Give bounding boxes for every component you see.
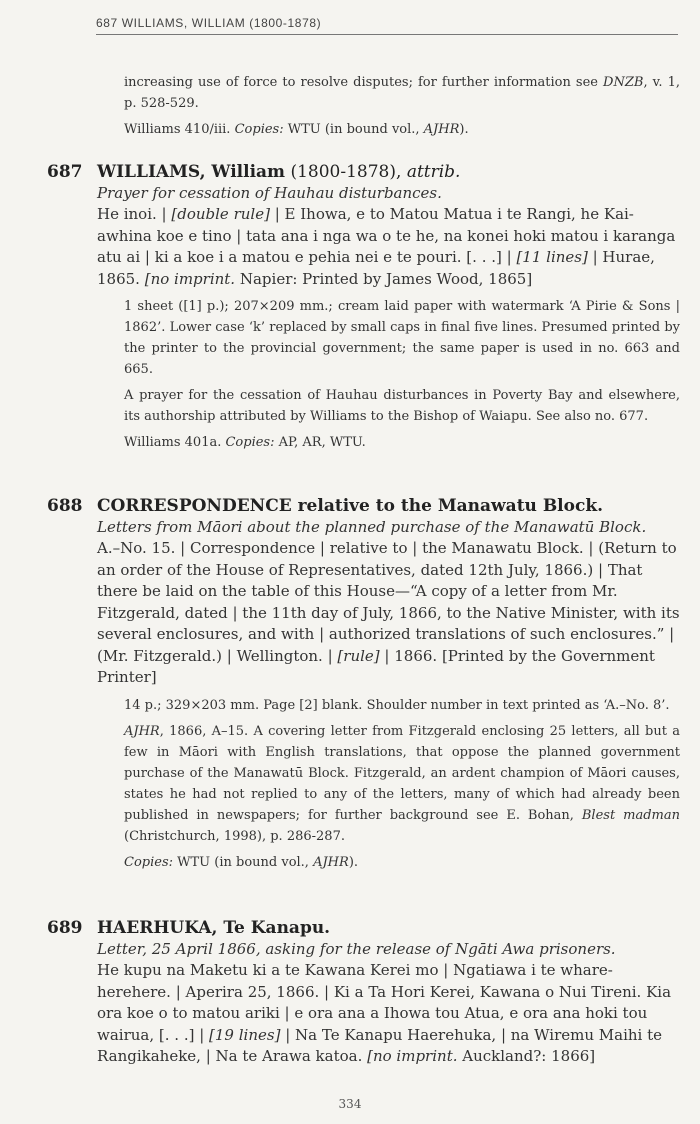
- entry-subtitle: Letter, 25 April 1866, asking for the release of Ngāti Awa prisoners.: [97, 940, 616, 958]
- entry-subtitle: Letters from Māori about the planned purchase of the Manawatū Block.: [97, 518, 647, 536]
- entry-heading: CORRESPONDENCE relative to the Manawatu Block.: [97, 496, 604, 516]
- physical-description: 1 sheet ([1] p.); 207×209 mm.; cream laid paper with watermark ‘A Pirie & Sons | 1862’. Lower case ‘k’ replaced by small caps in final five lines. Presumed printed by the printer to the provincial government; the same paper is used in no. 663 and 665.: [124, 299, 680, 377]
- continuation-note: increasing use of force to resolve disputes; for further information see DNZB, v. 1, p. 528-529.: [124, 75, 681, 111]
- running-head: 687 WILLIAMS, WILLIAM (1800-1878): [96, 16, 678, 35]
- copies-note: Copies: WTU (in bound vol., AJHR).: [124, 854, 359, 870]
- entry-heading: WILLIAMS, William (1800-1878), attrib.: [97, 162, 461, 182]
- entry-transcription: He kupu na Maketu ki a te Kawana Kerei mo | Ngatiawa i te whare-herehere. | Aperira 25, 1866. | Ki a Ta Hori Kerei, Kawana o Nui Tireni. Kia ora koe o to matou ariki | e ora ana a Ihowa tou Atua, e ora ana hoki tou wairua, [. . .] | [19 lines] | Na Te Kanapu Haerehuka, | na Wiremu Maihi te Rangikaheke, | Na te Arawa katoa. [no imprint. Auckland?: 1866]: [97, 961, 672, 1065]
- entry-number: 688: [47, 496, 83, 516]
- content-note: AJHR, 1866, A–15. A covering letter from Fitzgerald enclosing 25 letters, all but a few in Māori with English translations, that oppose the planned government purchase of the Manawatū Block. Fitzgerald, an ardent champion of Māori causes, states he had not replied to any of the letters, many of which had already been published in newspapers; for further background see E. Bohan, Blest madman (Christchurch, 1998), p. 286-287.: [124, 723, 680, 844]
- continuation-copies: Williams 410/iii. Copies: WTU (in bound vol., AJHR).: [124, 122, 469, 137]
- entry-688: [47, 496, 680, 873]
- page-number: 334: [338, 1097, 362, 1111]
- physical-description: 14 p.; 329×203 mm. Page [2] blank. Shoulder number in text printed as ‘A.–No. 8’.: [124, 697, 670, 713]
- content-note: A prayer for the cessation of Hauhau disturbances in Poverty Bay and elsewhere, its authorship attributed by Williams to the Bishop of Waiapu. See also no. 677.: [124, 388, 680, 424]
- copies-note: Williams 401a. Copies: AP, AR, WTU.: [124, 435, 366, 450]
- entry-number: 687: [47, 162, 83, 182]
- entry-subtitle: Prayer for cessation of Hauhau disturbances.: [97, 184, 442, 202]
- continuation-block: [124, 72, 680, 140]
- entry-687: [47, 162, 680, 453]
- entry-689: [47, 918, 680, 1068]
- entry-heading: HAERHUKA, Te Kanapu.: [97, 918, 331, 938]
- entry-transcription: He inoi. | [double rule] | E Ihowa, e to Matou Matua i te Rangi, he Kai-awhina koe e tino | tata ana i nga wa o te he, na konei hoki matou i karanga atu ai | ki a koe i a matou e pehia nei e te pouri. [. . .] | [11 lines] | Hurae, 1865. [no imprint. Napier: Printed by James Wood, 1865]: [97, 205, 676, 288]
- entry-transcription: A.–No. 15. | Correspondence | relative to | the Manawatu Block. | (Return to an order of the House of Representatives, dated 12th July, 1866.) | That there be laid on the table of this House—“A copy of a letter from Mr. Fitzgerald, dated | the 11th day of July, 1866, to the Native Minister, with its several enclosures, and with | authorized translations of such enclosures.” | (Mr. Fitzgerald.) | Wellington. | [rule] | 1866. [Printed by the Government Printer]: [97, 539, 680, 686]
- entry-number: 689: [47, 918, 83, 938]
